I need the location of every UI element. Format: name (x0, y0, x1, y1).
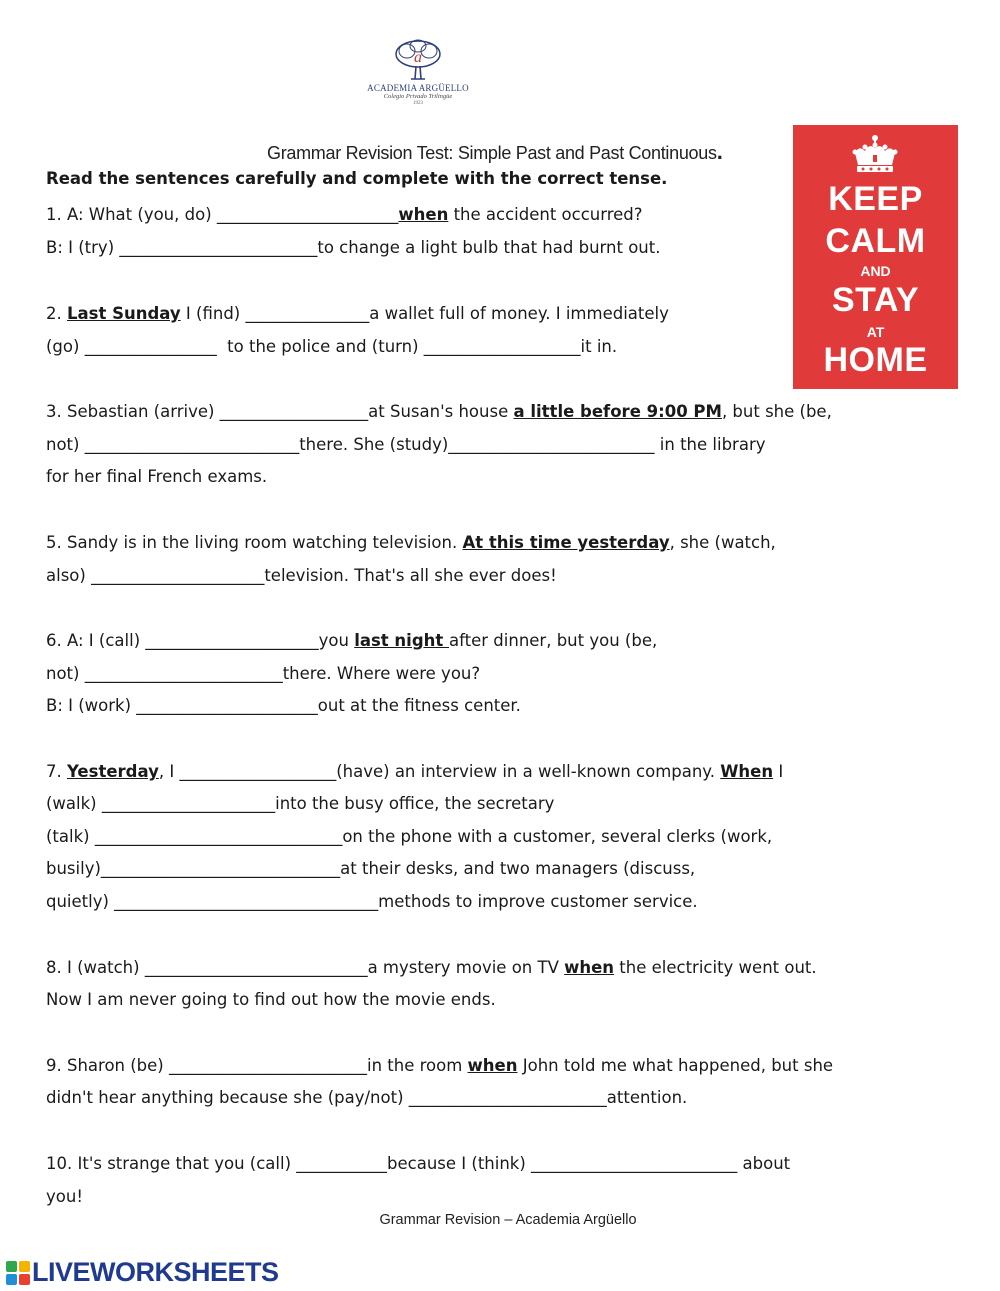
q7-keyword: Yesterday (67, 762, 159, 781)
q9-line-2: didn't hear anything because she (pay/not) ________________________attention. (46, 1088, 688, 1107)
poster-calm: CALM (825, 222, 926, 260)
q7-keyword-2: When (720, 762, 774, 781)
q6-line-1 (46, 630, 657, 652)
q8-line-1 (46, 957, 817, 979)
poster-keep: KEEP (828, 180, 923, 218)
q1-line-1 (46, 204, 643, 226)
q8-line-2: Now I am never going to find out how the movie ends. (46, 990, 496, 1009)
q6-text-b: after dinner, but you (be, (449, 631, 658, 650)
q5-keyword: At this time yesterday (462, 533, 670, 552)
q3-line-1 (46, 401, 832, 423)
q10-line-2: you! (46, 1187, 83, 1206)
q9-text-a: 9. Sharon (be) ________________________in the room (46, 1056, 468, 1075)
q7-text-b: , I ___________________(have) an interview in a well-known company. (158, 762, 721, 781)
q7-line-4: busily)_____________________________at their desks, and two managers (discuss, (46, 859, 696, 878)
q7-line-5: quietly) ________________________________methods to improve customer service. (46, 892, 698, 911)
q5-line-1 (46, 532, 776, 554)
q3-text-b: , but she (be, (721, 402, 832, 421)
q3-line-3: for her final French exams. (46, 467, 268, 486)
q3-keyword: a little before 9:00 PM (513, 402, 722, 421)
q10-line-1: 10. It's strange that you (call) ___________because I (think) _________________________ about (46, 1154, 791, 1173)
q7-text-a: 7. (46, 762, 67, 781)
q2-text-b: I (find) _______________a wallet full of money. I immediately (180, 304, 669, 323)
q8-text-a: 8. I (watch) ___________________________a mystery movie on TV (46, 958, 565, 977)
q9-line-1 (46, 1055, 833, 1077)
instructions: Read the sentences carefully and complete with the correct tense. (46, 169, 668, 188)
crown-icon (851, 133, 899, 177)
tree-logo-icon (387, 38, 449, 82)
q3-text-a: 3. Sebastian (arrive) __________________at Susan's house (46, 402, 514, 421)
q7-line-3: (talk) ______________________________on the phone with a customer, several clerks (work, (46, 827, 773, 846)
poster-stay: STAY (831, 281, 920, 319)
title-text: Grammar Revision Test: Simple Past and Past Continuous (267, 143, 717, 163)
q8-keyword: when (564, 958, 615, 977)
q1-text-b: the accident occurred? (448, 205, 643, 224)
q1-text-a: 1. A: What (you, do) ______________________ (46, 205, 399, 224)
q1-line-2: B: I (try) ________________________to change a light bulb that had burnt out. (46, 238, 661, 257)
page-title (267, 139, 723, 165)
q3-line-2: not) __________________________there. She (study)_________________________ in the library (46, 435, 766, 454)
liveworksheets-text: LIVEWORKSHEETS (32, 1257, 279, 1287)
page-footer: Grammar Revision – Academia Argüello (379, 1212, 637, 1228)
q9-keyword: when (467, 1056, 518, 1075)
q9-text-b: John told me what happened, but she (517, 1056, 834, 1075)
logo-year: 1923 (413, 101, 423, 106)
q6-keyword: last night (354, 631, 450, 650)
q7-line-1 (46, 761, 783, 783)
q8-text-b: the electricity went out. (614, 958, 817, 977)
q6-text-a: 6. A: I (call) _____________________you (46, 631, 355, 650)
q1-keyword: when (398, 205, 449, 224)
q2-keyword: Last Sunday (67, 304, 181, 323)
q2-text-a: 2. (46, 304, 67, 323)
keep-calm-poster (793, 125, 958, 389)
q7-line-2: (walk) _____________________into the busy office, the secretary (46, 794, 555, 813)
poster-at: AT (866, 324, 885, 340)
q2-line-2: (go) ________________ to the police and (turn) ___________________it in. (46, 337, 618, 356)
q5-line-2: also) _____________________television. That's all she ever does! (46, 566, 557, 585)
school-logo (362, 38, 474, 110)
liveworksheets-logo-icon (6, 1261, 30, 1285)
q6-line-2: not) ________________________there. Where were you? (46, 664, 481, 683)
q5-text-b: , she (watch, (669, 533, 776, 552)
poster-home: HOME (823, 341, 928, 379)
poster-and: AND (860, 263, 891, 279)
q2-line-1 (46, 303, 669, 325)
logo-subtitle: Colegio Privado Trilingüe (383, 93, 453, 100)
svg-text:a: a (414, 49, 422, 66)
title-dot: . (716, 139, 723, 164)
q7-text-c: I (773, 762, 784, 781)
q5-text-a: 5. Sandy is in the living room watching television. (46, 533, 463, 552)
logo-name: ACADEMIA ARGÜELLO (367, 83, 469, 93)
q6-line-3: B: I (work) ______________________out at the fitness center. (46, 696, 521, 715)
